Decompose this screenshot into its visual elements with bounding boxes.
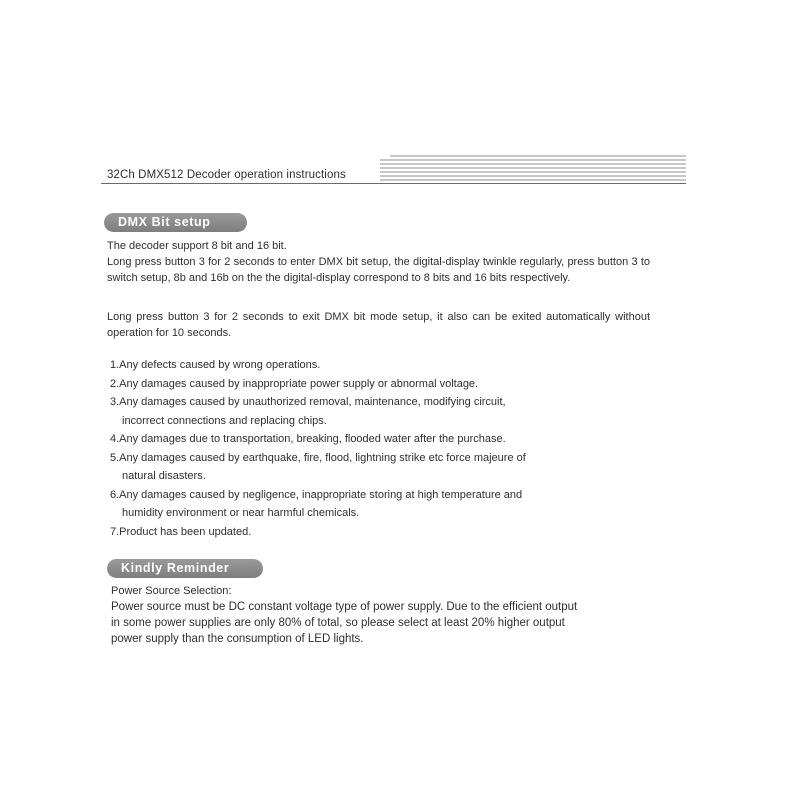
list-item-continuation: humidity environment or near harmful chemicals.: [122, 507, 360, 519]
list-item-continuation: incorrect connections and replacing chips.: [122, 414, 327, 427]
list-item: [110, 393, 620, 430]
list-item: [110, 356, 620, 375]
list-item: [110, 449, 620, 486]
list-item-text: 7.Product has been updated.: [110, 525, 252, 538]
document-title: 32Ch DMX512 Decoder operation instructions: [107, 169, 346, 181]
list-item-text: 1.Any defects caused by wrong operations.: [110, 359, 321, 371]
list-item-text: 3.Any damages caused by unauthorized removal, maintenance, modifying circuit,: [110, 396, 506, 408]
power-source-subtitle: Power Source Selection:: [111, 585, 232, 597]
list-item-text: 5.Any damages caused by earthquake, fire, flood, lightning strike etc force majeure of: [110, 451, 526, 464]
list-item: [110, 375, 620, 394]
power-source-line: power supply than the consumption of LED lights.: [111, 633, 364, 645]
kindly-reminder-heading: Kindly Reminder: [107, 559, 263, 578]
header-divider: [101, 183, 686, 184]
dmx-intro-text: The decoder support 8 bit and 16 bit.: [107, 240, 287, 252]
page-header: [0, 150, 800, 190]
dmx-enter-setup-text: Long press button 3 for 2 seconds to enter DMX bit setup, the digital-display twinkle regularly, press button 3 to switch setup, 8b and 16b on the the digital-display correspond to 8 bits and 16 bits respectively.: [107, 256, 650, 285]
decorative-header-lines: [380, 154, 686, 186]
power-source-line: in some power supplies are only 80% of total, so please select at least 20% higher output: [111, 617, 565, 629]
list-item-text: 2.Any damages caused by inappropriate power supply or abnormal voltage.: [110, 377, 479, 390]
list-item: [110, 430, 620, 449]
list-item-continuation: natural disasters.: [122, 470, 206, 482]
list-item: [110, 486, 620, 523]
list-item: [110, 523, 620, 542]
dmx-bit-setup-heading: DMX Bit setup: [104, 213, 247, 232]
list-item-text: 4.Any damages due to transportation, breaking, flooded water after the purchase.: [110, 433, 506, 445]
warranty-exclusion-list: [110, 356, 620, 541]
dmx-exit-setup-text: Long press button 3 for 2 seconds to exit DMX bit mode setup, it also can be exited automatically without operation for 10 seconds.: [107, 311, 650, 340]
list-item-text: 6.Any damages caused by negligence, inappropriate storing at high temperature and: [110, 488, 523, 501]
power-source-line: Power source must be DC constant voltage type of power supply. Due to the efficient output: [111, 601, 578, 613]
